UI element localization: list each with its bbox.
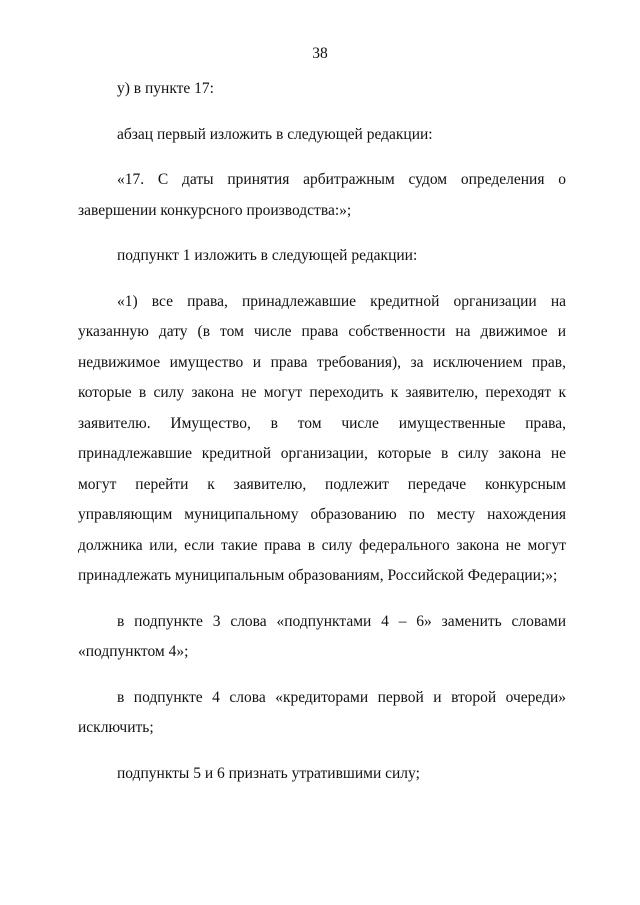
document-body bbox=[78, 74, 566, 804]
paragraph-subpoint-3-change: в подпункте 3 слова «подпунктами 4 – 6» заменить словами «подпунктом 4»; bbox=[78, 612, 566, 660]
paragraph-subpoint-4-change: в подпункте 4 слова «кредиторами первой и второй очереди» исключить; bbox=[78, 688, 566, 736]
paragraph-subpoint-1-text: «1) все права, принадлежавшие кредитной организации на указанную дату (в том числе права собственности на движимое и недвижимое имущество и права требования), за исключением прав, которые в силу закона не могут переходить к заявителю, переходят к заявителю. Имущество, в том числе имущественные права, принадлежавшие кредитной организации, которые в силу закона не могут перейти к заявителю, подлежит передаче конкурсным управляющим муниципальному образованию по месту нахождения должника или, если такие права в силу федерального закона не могут принадлежать муниципальным образованиям, Российской Федерации;»; bbox=[78, 292, 566, 584]
paragraph-first-abzac-instruction: абзац первый изложить в следующей редакции: bbox=[117, 125, 433, 143]
page-number: 38 bbox=[312, 45, 328, 62]
paragraph-subpoints-5-6-repeal: подпункты 5 и 6 признать утратившими силу; bbox=[117, 764, 420, 782]
paragraph-new-text-17: «17. С даты принятия арбитражным судом определения о завершении конкурсного производства:»; bbox=[78, 171, 566, 219]
paragraph-subpoint-1-instruction: подпункт 1 изложить в следующей редакции: bbox=[117, 247, 418, 264]
paragraph-amendment-item-u: у) в пункте 17: bbox=[117, 80, 214, 97]
